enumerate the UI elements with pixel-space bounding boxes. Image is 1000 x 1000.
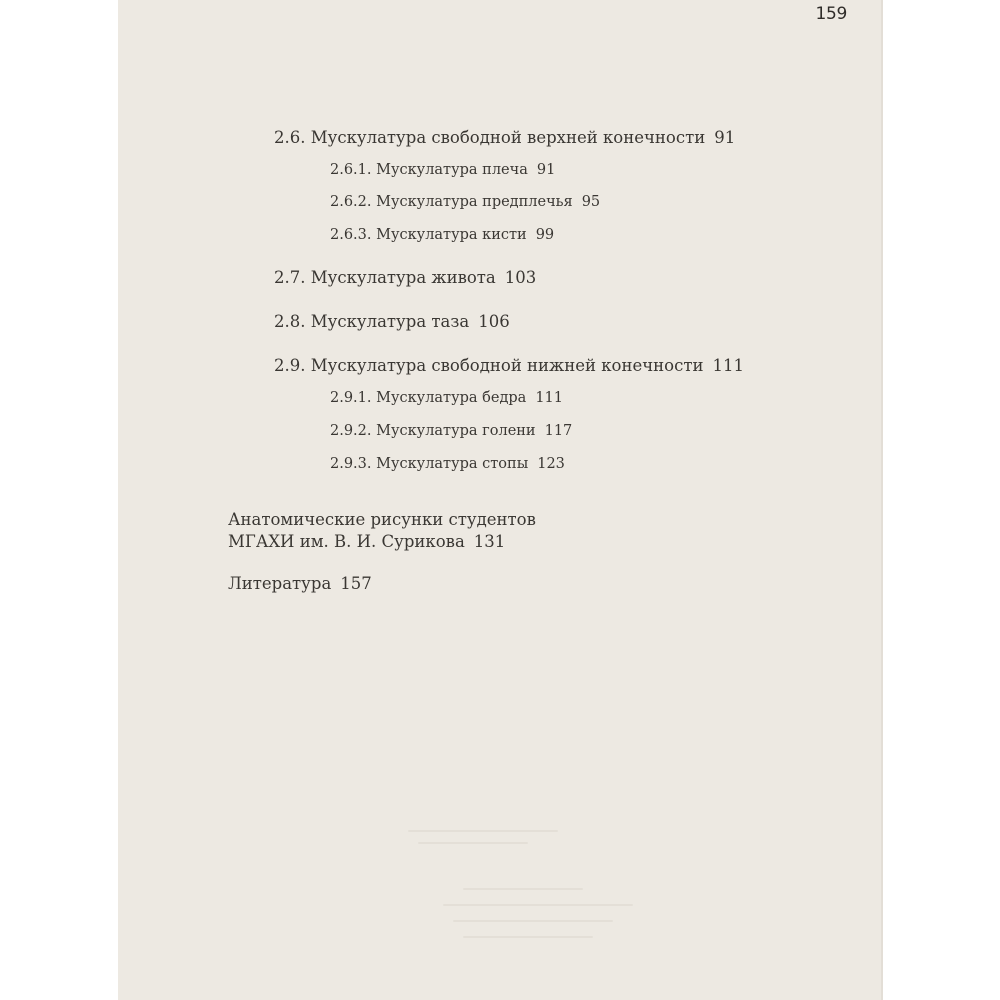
toc-entry-page: 131 [473, 532, 506, 551]
toc-entry-title: 2.8. Мускулатура таза [274, 312, 470, 331]
toc-entry-title: 2.9.2. Мускулатура голени [330, 423, 536, 439]
toc-entry-page: 111 [712, 356, 744, 375]
toc-entry-2-8[interactable] [274, 314, 510, 331]
toc-entry-title: Литература [228, 574, 332, 593]
toc-entry-page: 111 [535, 390, 564, 406]
toc-entry-page: 95 [581, 194, 601, 210]
book-page [118, 0, 883, 1000]
toc-entry-page: 91 [714, 128, 736, 147]
toc-entry-title: 2.6.2. Мускулатура предплечья [330, 194, 573, 210]
bleed-through-mark [443, 904, 633, 906]
page-number: 159 [815, 4, 847, 24]
toc-entry-page: 157 [340, 574, 372, 593]
toc-entry-2-9-2[interactable] [330, 424, 572, 439]
toc-entry-literature[interactable] [228, 576, 372, 593]
toc-entry-2-7[interactable] [274, 270, 536, 287]
toc-entry-page: 123 [537, 456, 565, 472]
bleed-through-mark [408, 830, 558, 832]
toc-entry-title: 2.6.1. Мускулатура плеча [330, 162, 528, 178]
toc-entry-2-6-1[interactable] [330, 163, 555, 178]
toc-entry-2-9-1[interactable] [330, 391, 563, 406]
toc-entry-page: 99 [535, 227, 555, 243]
toc-entry-title: 2.9.1. Мускулатура бедра [330, 390, 527, 406]
toc-entry-title: Анатомические рисунки студентов [228, 510, 536, 529]
toc-entry-title: 2.6.3. Мускулатура кисти [330, 227, 527, 243]
toc-entry-drawings-line2[interactable] [228, 534, 505, 551]
toc-entry-title: 2.9. Мускулатура свободной нижней конечности [274, 356, 704, 375]
toc-entry-page: 117 [544, 423, 573, 439]
bleed-through-mark [453, 920, 613, 922]
toc-entry-page: 103 [504, 268, 537, 287]
toc-entry-2-6-2[interactable] [330, 195, 600, 210]
toc-entry-2-6-3[interactable] [330, 228, 554, 243]
toc-entry-2-9-3[interactable] [330, 457, 565, 472]
bleed-through-mark [418, 842, 528, 844]
bleed-through-mark [463, 888, 583, 890]
toc-entry-title: 2.6. Мускулатура свободной верхней конечности [274, 128, 706, 147]
toc-entry-title: 2.7. Мускулатура живота [274, 268, 496, 287]
toc-entry-title: 2.9.3. Мускулатура стопы [330, 456, 529, 472]
bleed-through-mark [463, 936, 593, 938]
toc-entry-title: МГАХИ им. В. И. Сурикова [228, 532, 465, 551]
toc-entry-2-9[interactable] [274, 358, 744, 375]
toc-entry-2-6[interactable] [274, 130, 735, 147]
toc-entry-drawings-line1[interactable] [228, 512, 536, 529]
toc-entry-page: 106 [478, 312, 510, 331]
toc-entry-page: 91 [536, 162, 556, 178]
